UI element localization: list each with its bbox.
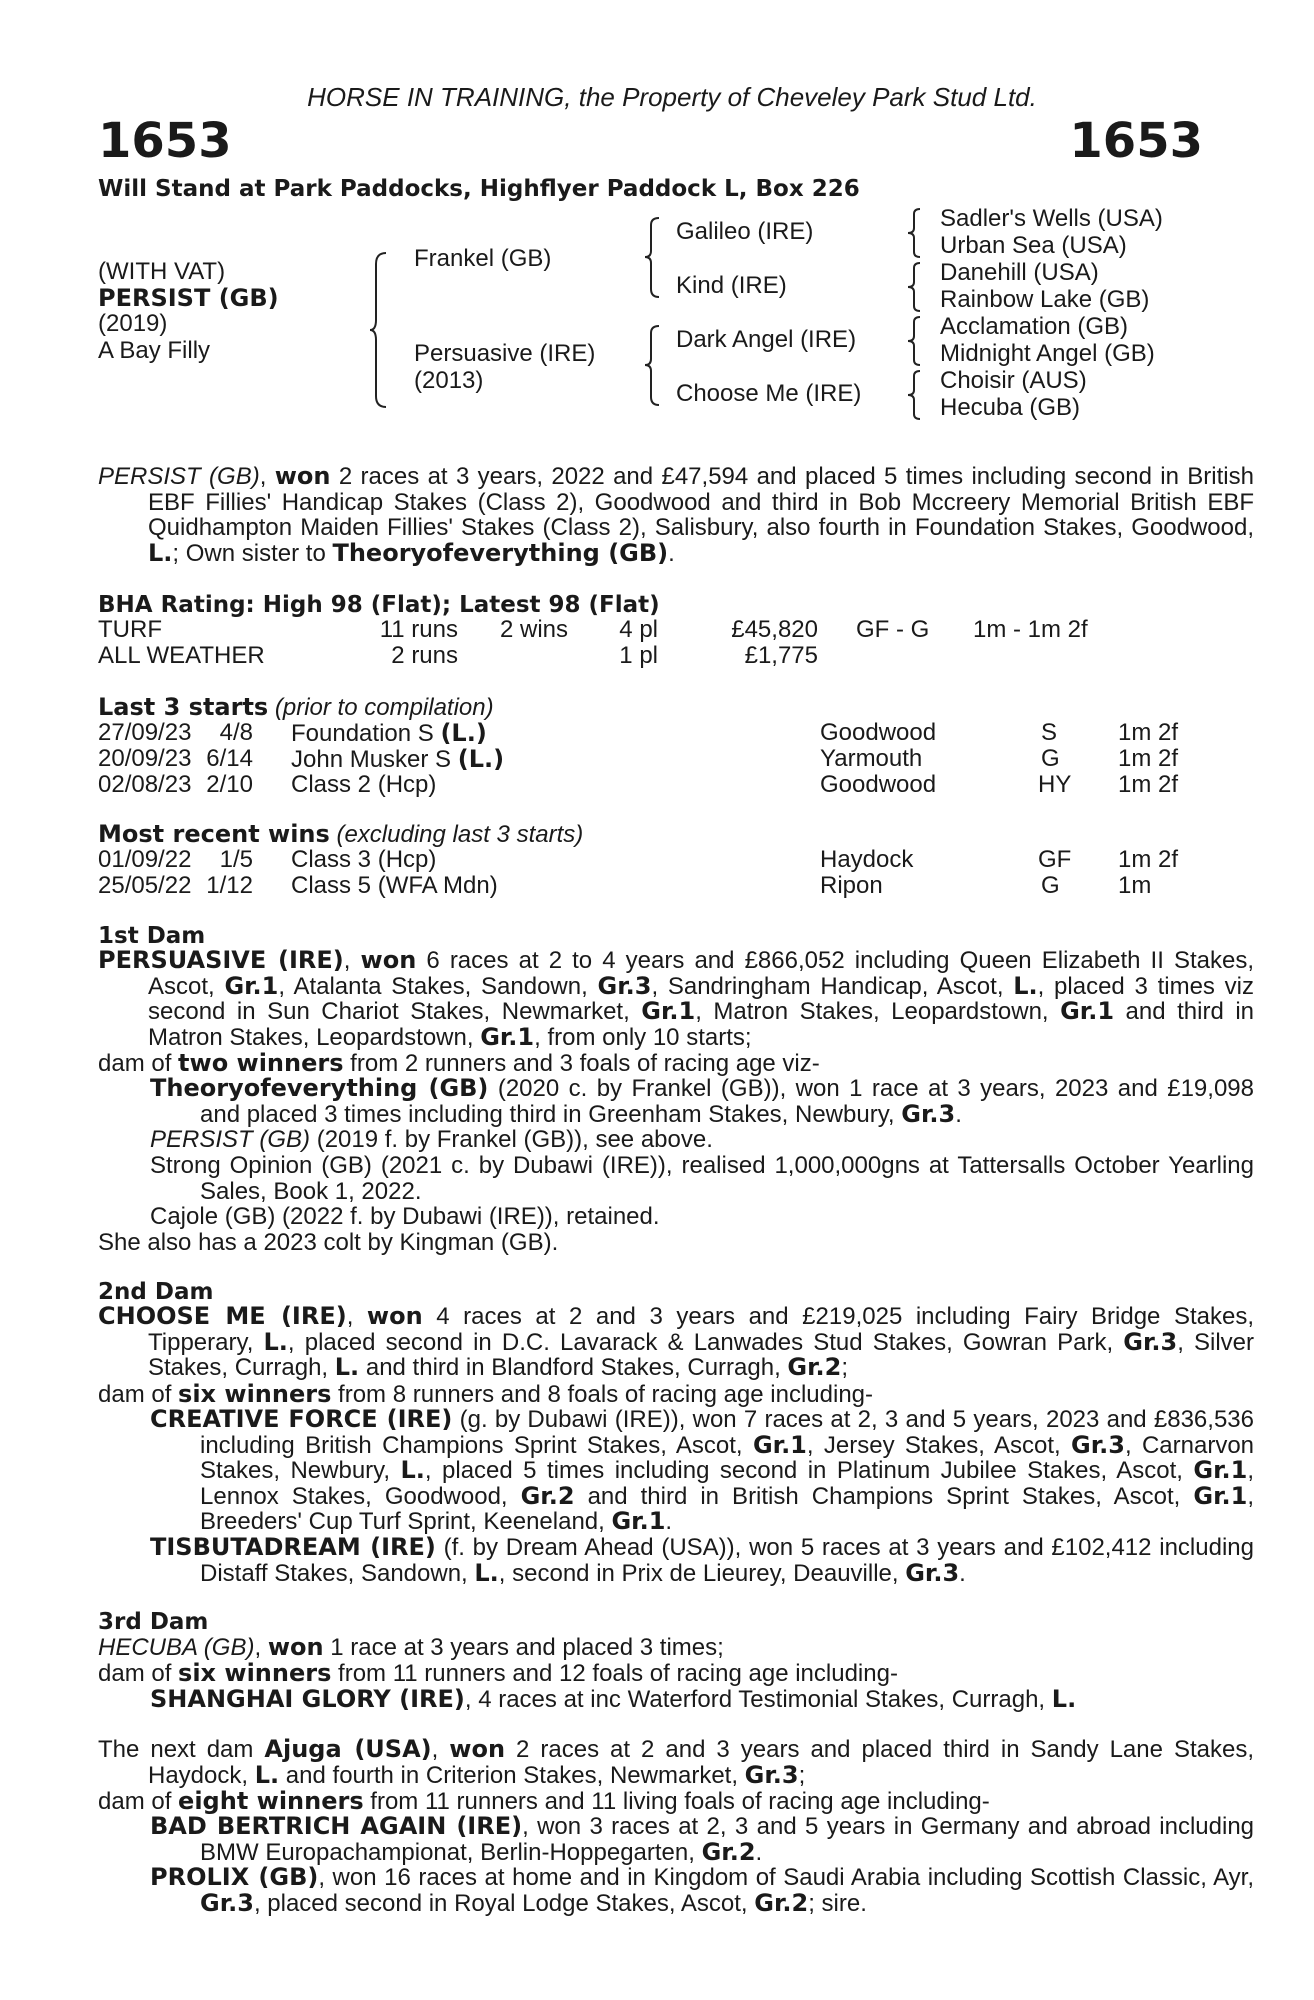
ancestor-g6: Midnight Angel (GB) (940, 340, 1155, 367)
catalogue-subtitle: HORSE IN TRAINING, the Property of Cheveley Park Stud Ltd. (307, 82, 1037, 112)
g-brace-3 (908, 314, 924, 368)
pedigree-brace-main (370, 250, 392, 410)
sire: Frankel (GB) (414, 245, 552, 272)
recent-wins-heading: Most recent wins (excluding last 3 starts) (98, 820, 584, 848)
offspring-entry: PROLIX (GB), won 16 races at home and in Kingdom of Saudi Arabia including Scottish Classic, Ayr, Gr.3, placed second in Royal Lodge Stakes, Ascot, Gr.2; sire. (150, 1863, 1255, 1917)
g-brace-1 (908, 206, 924, 260)
second-dam-record: CHOOSE ME (IRE), won 4 races at 2 and 3 years and £219,025 including Fairy Bridge Stakes, Tipperary, L., placed second in D.C. Lavarack & Lanwades Stud Stakes, Gowran Park, Gr.3, Silver Stakes, Curragh, L. and third in Blandford Stakes, Curragh, Gr.2; (98, 1302, 1254, 1382)
ancestor-g2: Urban Sea (USA) (940, 232, 1127, 259)
ancestor-g3: Danehill (USA) (940, 259, 1099, 286)
dam: Persuasive (IRE) (414, 340, 596, 367)
offspring-entry: Cajole (GB) (2022 f. by Dubawi (IRE)), retained. (150, 1203, 660, 1230)
ancestor-g5: Acclamation (GB) (940, 313, 1129, 340)
dam-brace (645, 323, 663, 408)
ancestor-g1: Sadler's Wells (USA) (940, 205, 1163, 232)
bha-rating-heading: BHA Rating: High 98 (Flat); Latest 98 (Flat) (98, 592, 660, 618)
offspring-entry: SHANGHAI GLORY (IRE), 4 races at inc Waterford Testimonial Stakes, Curragh, L. (150, 1685, 1077, 1713)
g-brace-4 (908, 368, 924, 422)
lot-number-right: 1653 (1069, 113, 1203, 169)
offspring-entry: Strong Opinion (GB) (2021 c. by Dubawi (IRE)), realised 1,000,000gns at Tattersalls October Yearling Sales, Book 1, 2022. (150, 1152, 1254, 1205)
first-dam-record: PERSUASIVE (IRE), won 6 races at 2 to 4 years and £866,052 including Queen Elizabeth II Stakes, Ascot, Gr.1, Atalanta Stakes, Sandown, Gr.3, Sandringham Handicap, Ascot, L., placed 3 times viz second in Sun Chariot Stakes, Newmarket, Gr.1, Matron Stakes, Leopardstown, Gr.1 and third in Matron Stakes, Leopardstown, Gr.1, from only 10 starts; (98, 946, 1255, 1051)
g-brace-2 (908, 260, 924, 314)
ancestor-g8: Hecuba (GB) (940, 394, 1081, 421)
horse-name: PERSIST (GB) (98, 284, 279, 312)
dam-dam: Choose Me (IRE) (676, 380, 862, 407)
fourth-dam-produce-summary: dam of eight winners from 11 runners and 11 living foals of racing age including- (98, 1787, 990, 1815)
third-dam-heading: 3rd Dam (98, 1609, 209, 1635)
vat-note: (WITH VAT) (98, 258, 226, 285)
last-starts-heading: Last 3 starts (prior to compilation) (98, 693, 494, 721)
first-dam-produce-summary: dam of two winners from 2 runners and 3 foals of racing age viz- (98, 1049, 820, 1077)
ancestor-g4: Rainbow Lake (GB) (940, 286, 1150, 313)
offspring-entry: PERSIST (GB) (2019 f. by Frankel (GB)), see above. (150, 1126, 713, 1153)
sire-dam: Kind (IRE) (676, 272, 787, 299)
horse-summary: PERSIST (GB), won 2 races at 3 years, 2022 and £47,594 and placed 5 times including second in British EBF Fillies' Handicap Stakes (Class 2), Goodwood and third in Bob Mccreery Memorial British EBF Quidhampton Maiden Fillies' Stakes (Class 2), Salisbury, also fourth in Foundation Stakes, Goodwood, L.; Own sister to Theoryofeverything (GB). (98, 462, 1254, 567)
second-dam-heading: 2nd Dam (98, 1279, 214, 1305)
offspring-entry: CREATIVE FORCE (IRE) (g. by Dubawi (IRE)), won 7 races at 2, 3 and 5 years, 2023 and £836,536 including British Champions Sprint Stakes, Ascot, Gr.1, Jersey Stakes, Ascot, Gr.3, Carnarvon Stakes, Newbury, L., placed 5 times including second in Platinum Jubilee Stakes, Ascot, Gr.1, Lennox Stakes, Goodwood, Gr.2 and third in British Champions Sprint Stakes, Ascot, Gr.1, Breeders' Cup Turf Sprint, Keeneland, Gr.1. (150, 1405, 1255, 1536)
foaling-year: (2019) (98, 310, 168, 337)
stable-location: Will Stand at Park Paddocks, Highflyer Paddock L, Box 226 (98, 176, 860, 202)
sire-sire: Galileo (IRE) (676, 218, 814, 245)
offspring-entry: Theoryofeverything (GB) (2020 c. by Frankel (GB)), won 1 race at 3 years, 2023 and £19,098 and placed 3 times including third in Greenham Stakes, Newbury, Gr.3. (150, 1074, 1254, 1128)
horse-description: A Bay Filly (98, 337, 211, 364)
dam-year: (2013) (414, 367, 484, 394)
third-dam-produce-summary: dam of six winners from 11 runners and 12 foals of racing age including- (98, 1659, 898, 1687)
ancestor-g7: Choisir (AUS) (940, 367, 1087, 394)
first-dam-note: She also has a 2023 colt by Kingman (GB). (98, 1229, 559, 1256)
fourth-dam-record: The next dam Ajuga (USA), won 2 races at 2 and 3 years and placed third in Sandy Lane Stakes, Haydock, L. and fourth in Criterion Stakes, Newmarket, Gr.3; (98, 1735, 1255, 1789)
offspring-entry: BAD BERTRICH AGAIN (IRE), won 3 races at 2, 3 and 5 years in Germany and abroad including BMW Europachampionat, Berlin-Hoppegarten, Gr.2. (150, 1812, 1255, 1866)
first-dam-heading: 1st Dam (98, 923, 206, 949)
second-dam-produce-summary: dam of six winners from 8 runners and 8 foals of racing age including- (98, 1380, 874, 1408)
offspring-entry: TISBUTADREAM (IRE) (f. by Dream Ahead (USA)), won 5 races at 3 years and £102,412 including Distaff Stakes, Sandown, L., second in Prix de Lieurey, Deauville, Gr.3. (150, 1533, 1254, 1587)
dam-sire: Dark Angel (IRE) (676, 326, 857, 353)
third-dam-record: HECUBA (GB), won 1 race at 3 years and placed 3 times; (98, 1633, 724, 1661)
sire-brace (645, 215, 663, 300)
lot-number-left: 1653 (98, 113, 232, 169)
